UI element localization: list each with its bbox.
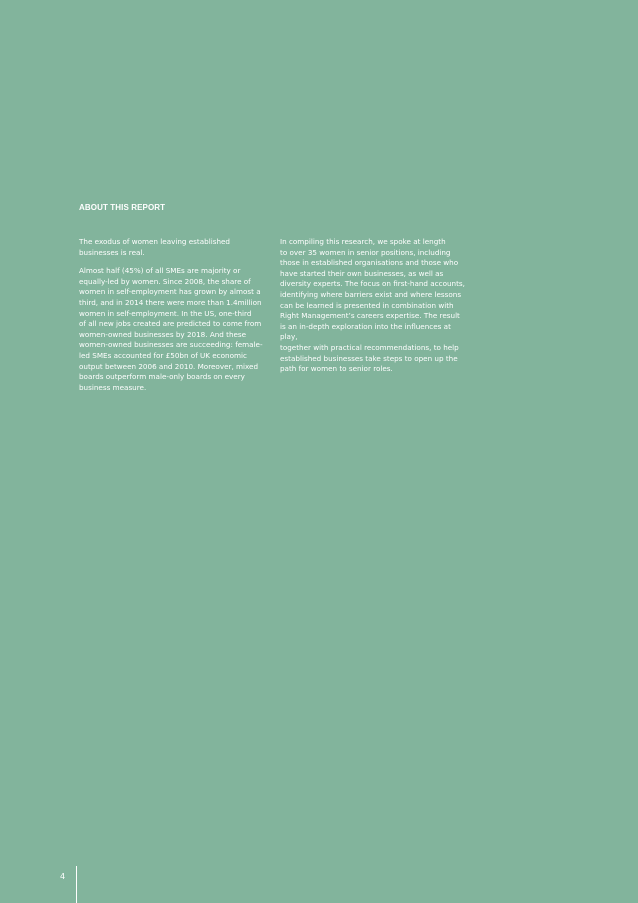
intro-paragraph: The exodus of women leaving established businesses is real. [79,237,230,257]
footer-divider [76,866,77,903]
statistics-paragraph: Almost half (45%) of all SMEs are majority or equally-led by women. Since 2008, the share of women in self-employment has grown by almost a third, and in 2014 there were more than 1.4million women in self-employment. In the US, one-third of all new jobs created are predicted to come from women-owned businesses by 2018. And these women-owned businesses are succeeding: female- led SMEs accounted for £50bn of UK economic output between 2006 and 2010. Moreover, mixed boards outperform male-only boards on every business measure. [79,266,263,392]
left-text-column [79,237,269,401]
methodology-paragraph: In compiling this research, we spoke at length to over 35 women in senior positions, including those in established organisations and those who have started their own businesses, as well as diversity experts. The focus on first-hand accounts, identifying where barriers exist and where lessons can be learned is presented in combination with Right Management’s careers expertise. The result is an in-depth exploration into the influences at play, together with practical recommendations, to help established businesses take steps to open up the path for women to senior roles. [280,237,465,374]
right-text-column [280,237,470,383]
page-number: 4 [60,872,66,881]
section-heading: ABOUT THIS REPORT [79,203,166,212]
